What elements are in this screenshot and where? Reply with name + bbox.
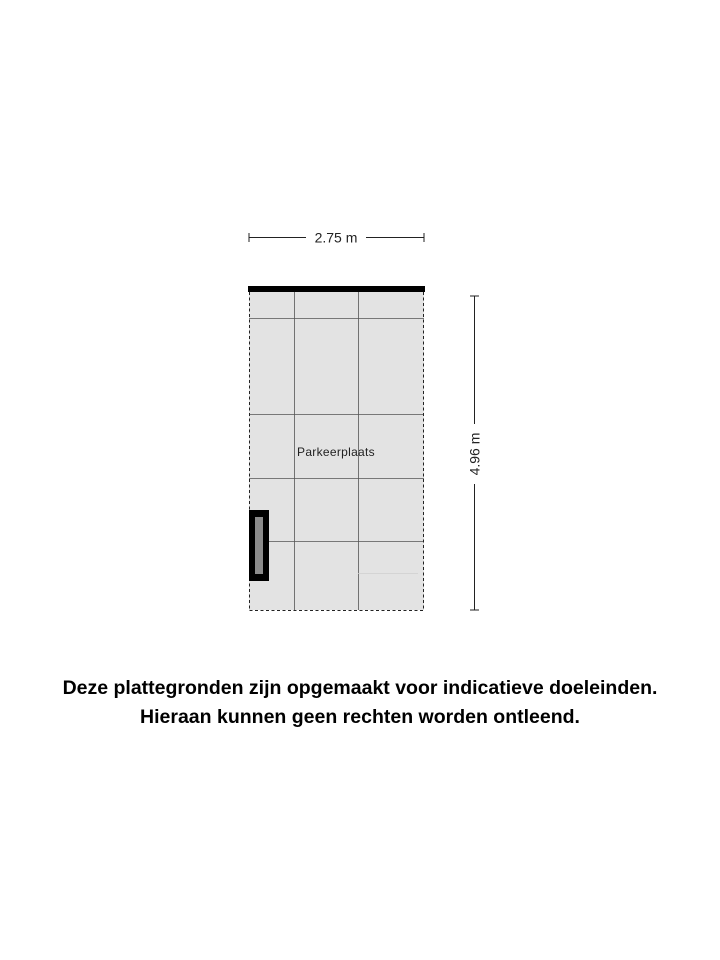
- depth-dimension: [467, 296, 483, 610]
- disclaimer-line-2: Hieraan kunnen geen rechten worden ontleend.: [140, 706, 580, 728]
- top-wall: [248, 286, 425, 292]
- width-dimension: [249, 230, 424, 246]
- disclaimer-line-1: Deze plattegronden zijn opgemaakt voor indicatieve doeleinden.: [62, 677, 658, 699]
- left-pillar-inner: [255, 517, 263, 574]
- parking-space: [248, 286, 425, 611]
- disclaimer: [0, 674, 720, 732]
- depth-dimension-label: 4.96 m: [466, 432, 483, 476]
- width-dimension-label: 2.75 m: [314, 229, 358, 246]
- room-label: Parkeerplaats: [297, 445, 375, 459]
